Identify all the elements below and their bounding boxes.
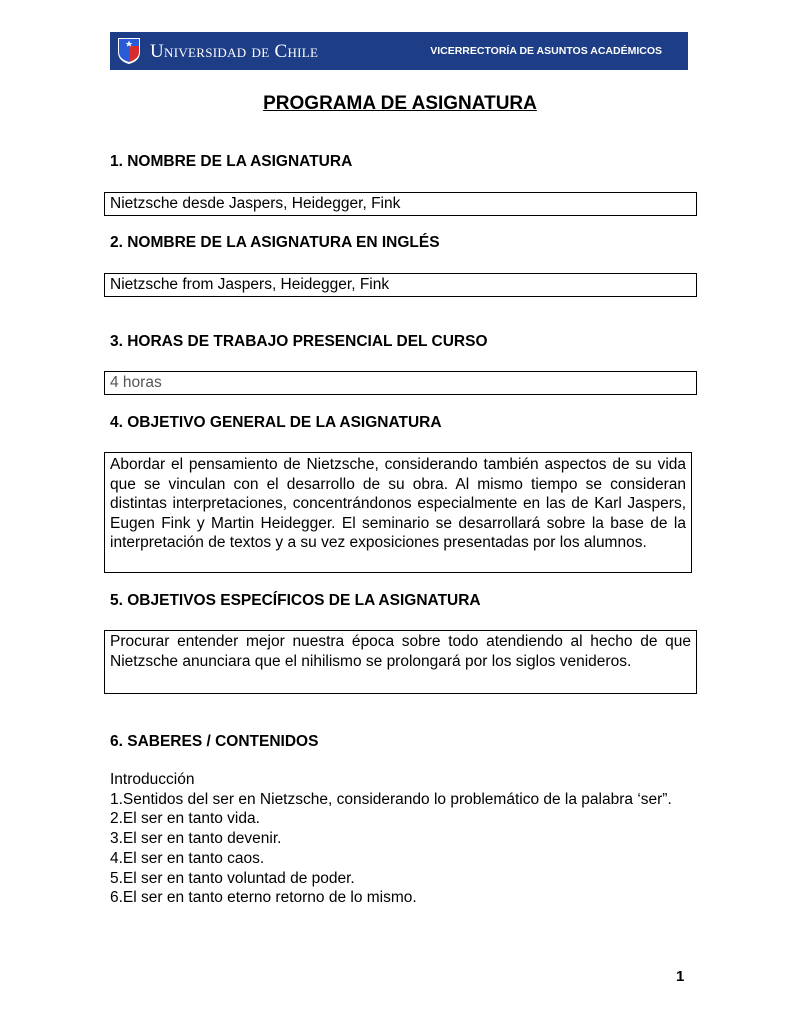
section-3-box: 4 horas (104, 371, 697, 395)
section-5-heading: 5. OBJETIVOS ESPECÍFICOS DE LA ASIGNATURA (110, 592, 481, 609)
page-title: PROGRAMA DE ASIGNATURA (263, 93, 537, 114)
contents-item-intro: Introducción (110, 771, 195, 788)
section-2-heading: 2. NOMBRE DE LA ASIGNATURA EN INGLÉS (110, 234, 440, 251)
section-2-box: Nietzsche from Jaspers, Heidegger, Fink (104, 273, 697, 297)
section-6-heading: 6. SABERES / CONTENIDOS (110, 733, 319, 750)
contents-item-2: 2.El ser en tanto vida. (110, 810, 260, 828)
contents-item-3: 3.El ser en tanto devenir. (110, 830, 282, 848)
section-1-box: Nietzsche desde Jaspers, Heidegger, Fink (104, 192, 697, 216)
section-3-heading: 3. HORAS DE TRABAJO PRESENCIAL DEL CURSO (110, 333, 488, 350)
university-name: Universidad de Chile (150, 41, 319, 62)
page-number: 1 (676, 968, 685, 985)
contents-item-4: 4.El ser en tanto caos. (110, 849, 265, 867)
section-4-heading: 4. OBJETIVO GENERAL DE LA ASIGNATURA (110, 414, 442, 431)
contents-item-1: 1.Sentidos del ser en Nietzsche, considerando lo problemático de la palabra ‘ser”. (110, 790, 672, 808)
contents-item-6: 6.El ser en tanto eterno retorno de lo mismo. (110, 889, 417, 907)
contents-list (110, 770, 692, 908)
department-name: VICERRECTORÍA DE ASUNTOS ACADÉMICOS (430, 45, 662, 57)
section-5-box: Procurar entender mejor nuestra época sobre todo atendiendo al hecho de que Nietzsche anunciara que el nihilismo se prolongará por los siglos venideros. (104, 630, 697, 694)
section-4-box: Abordar el pensamiento de Nietzsche, considerando también aspectos de su vida que se vinculan con el desarrollo de su obra. Al mismo tiempo se consideran distintas interpretaciones, concentrándonos especialmente en las de Karl Jaspers, Eugen Fink y Martin Heidegger. El seminario se desarrollará sobre la base de la interpretación de textos y a su vez exposiciones presentadas por los alumnos. (104, 452, 692, 573)
contents-item-5: 5.El ser en tanto voluntad de poder. (110, 869, 355, 887)
university-shield-icon (117, 37, 141, 65)
header-banner (110, 32, 688, 70)
section-1-heading: 1. NOMBRE DE LA ASIGNATURA (110, 153, 353, 170)
